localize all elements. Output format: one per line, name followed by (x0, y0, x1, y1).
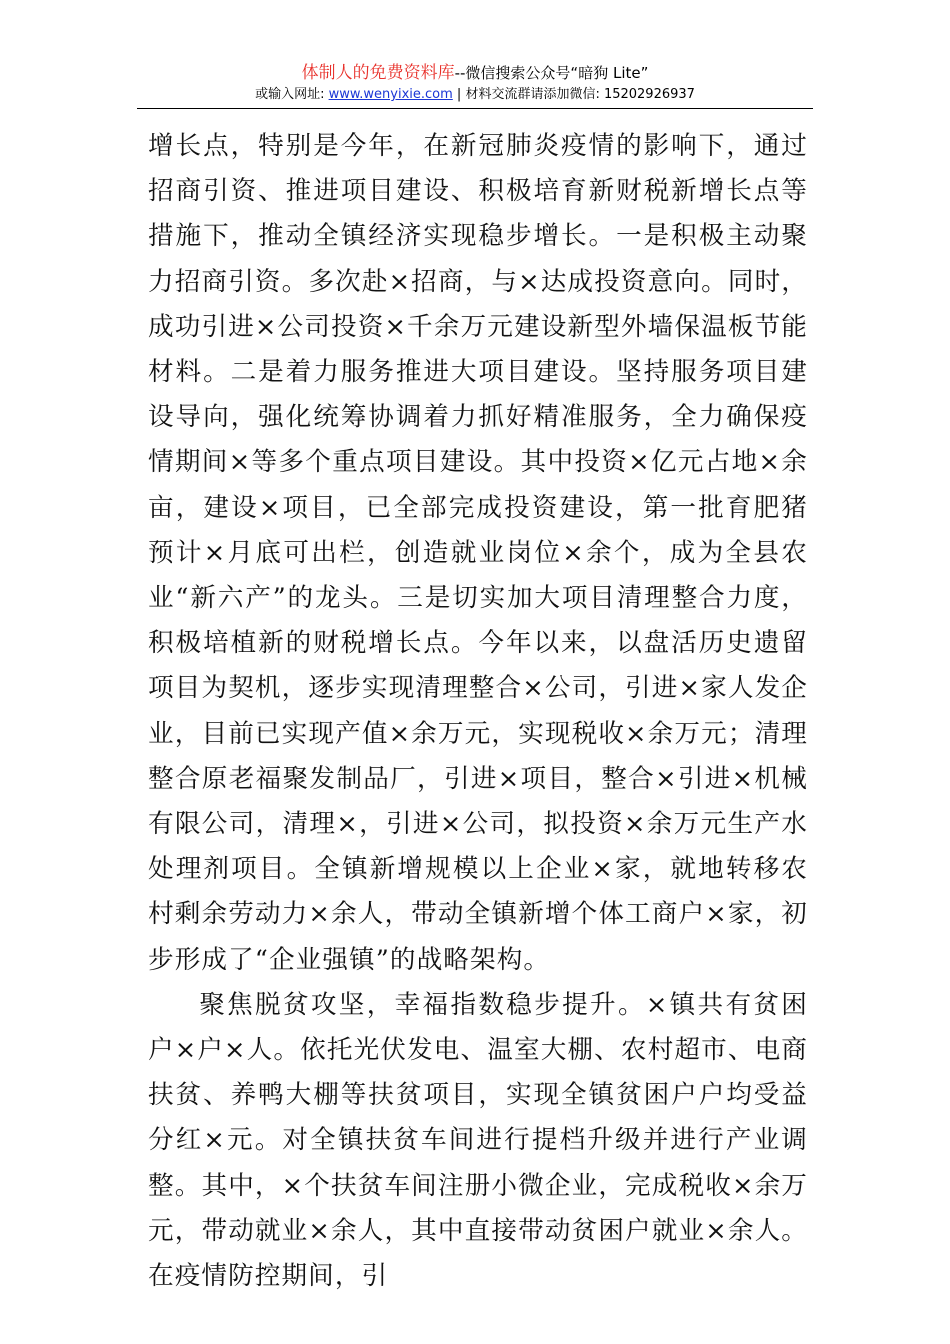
header-tagline: --微信搜索公众号“暗狗 Lite” (454, 64, 649, 82)
header-divider (137, 108, 813, 109)
page-header (0, 62, 950, 105)
contact-info: | 材料交流群请添加微信: 15202926937 (452, 87, 695, 102)
document-body (148, 124, 808, 1299)
website-link[interactable]: www.wenyixie.com (328, 87, 453, 102)
header-line-2 (0, 85, 950, 105)
header-line-1 (0, 62, 950, 84)
paragraph: 聚焦脱贫攻坚，幸福指数稳步提升。×镇共有贫困户×户×人。依托光伏发电、温室大棚、农村超市、电商扶贫、养鸭大棚等扶贫项目，实现全镇贫困户户均受益分红×元。对全镇扶贫车间进行提档升级并进行产业调整。其中，×个扶贫车间注册小微企业，完成税收×余万元，带动就业×余人，其中直接带动贫困户就业×余人。在疫情防控期间，引 (148, 989, 808, 1292)
url-prefix: 或输入网址: (255, 87, 329, 102)
paragraph: 增长点，特别是今年，在新冠肺炎疫情的影响下，通过招商引资、推进项目建设、积极培育新财税新增长点等措施下，推动全镇经济实现稳步增长。一是积极主动聚力招商引资。多次赴×招商，与×达成投资意向。同时，成功引进×公司投资×千余万元建设新型外墙保温板节能材料。二是着力服务推进大项目建设。坚持服务项目建设导向，强化统筹协调着力抓好精准服务，全力确保疫情期间×等多个重点项目建设。其中投资×亿元占地×余亩，建设×项目，已全部完成投资建设，第一批育肥猪预计×月底可出栏，创造就业岗位×余个，成为全县农业“新六产”的龙头。三是切实加大项目清理整合力度，积极培植新的财税增长点。今年以来，以盘活历史遗留项目为契机，逐步实现清理整合×公司，引进×家人发企业，目前已实现产值×余万元，实现税收×余万元；清理整合原老福聚发制品厂，引进×项目，整合×引进×机械有限公司，清理×，引进×公司，拟投资×余万元生产水处理剂项目。全镇新增规模以上企业×家，就地转移农村剩余劳动力×余人，带动全镇新增个体工商户×家，初步形成了“企业强镇”的战略架构。 (148, 131, 808, 975)
brand-title: 体制人的免费资料库 (301, 63, 455, 83)
